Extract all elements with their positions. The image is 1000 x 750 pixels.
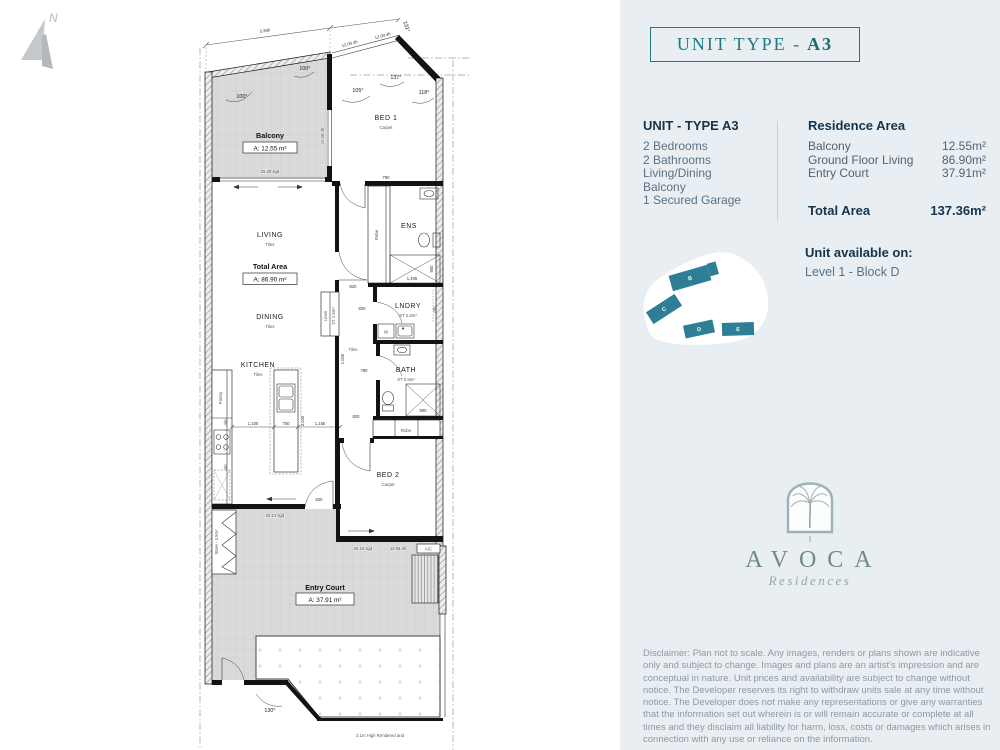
balcony-sgd: 25.30 sgd (260, 169, 280, 174)
svg-text:1,165: 1,165 (314, 421, 326, 426)
ac-unit (412, 555, 438, 603)
unit-summary (643, 118, 773, 208)
bed1-floor: Carpet (379, 125, 393, 130)
svg-text:Pantry: Pantry (218, 391, 223, 405)
column-divider (777, 121, 778, 221)
svg-text:Robe: Robe (400, 428, 412, 433)
svg-text:820: 820 (358, 306, 366, 311)
area-row (808, 140, 986, 154)
svg-text:ST 2.5m²: ST 2.5m² (399, 313, 417, 318)
north-arrow-icon (16, 8, 68, 72)
residence-area-title: Residence Area (808, 118, 906, 133)
area-label: Entry Court (808, 166, 869, 180)
svg-text:750: 750 (282, 421, 290, 426)
svg-text:100°: 100° (299, 66, 311, 72)
svg-text:12.06 dh: 12.06 dh (389, 546, 407, 551)
logo-tagline: Residences (768, 573, 852, 588)
bath-room (353, 344, 444, 420)
svg-text:25.21 sgd: 25.21 sgd (265, 513, 285, 518)
feature-item: Balcony (643, 179, 686, 194)
svg-text:BED 2: BED 2 (376, 472, 400, 479)
svg-text:LNDRY: LNDRY (394, 303, 422, 310)
svg-text:131°: 131° (401, 20, 411, 33)
svg-text:Robe: Robe (374, 229, 379, 241)
svg-text:25.15 sgd: 25.15 sgd (353, 546, 373, 551)
svg-text:ohc: ohc (223, 463, 228, 471)
bed2-room (336, 438, 443, 551)
area-label: Balcony (808, 139, 851, 153)
area-row (808, 154, 986, 168)
floorplan (190, 18, 470, 750)
svg-text:ohc: ohc (223, 418, 228, 426)
unit-type-title: UNIT TYPE - (676, 34, 802, 54)
svg-text:Linen: Linen (323, 310, 328, 322)
block-e (722, 322, 754, 336)
bed1-label: BED 1 (374, 115, 398, 122)
driveway-pad (256, 636, 440, 717)
svg-text:B: B (687, 275, 694, 283)
svg-text:Carpet: Carpet (381, 482, 395, 487)
svg-text:137°: 137° (390, 75, 402, 81)
info-panel (620, 0, 1000, 750)
feature-list (643, 140, 773, 208)
svg-text:1,000: 1,000 (340, 353, 345, 365)
balcony-label: Balcony (256, 131, 284, 140)
svg-text:KITCHEN: KITCHEN (240, 362, 276, 369)
availability-title: Unit available on: (805, 245, 913, 260)
total-area-value: 137.36m² (930, 202, 986, 218)
svg-text:12.09 dh: 12.09 dh (341, 39, 359, 49)
feature-item: 2 Bedrooms (643, 139, 708, 153)
svg-text:LIVING: LIVING (257, 232, 283, 239)
svg-text:900: 900 (429, 265, 434, 273)
unit-type-code: A3 (807, 34, 834, 54)
svg-text:820: 820 (315, 497, 323, 502)
entry-court-area: A: 37.91 m² (308, 597, 342, 604)
svg-text:Tiles: Tiles (265, 242, 275, 247)
svg-text:ST 1.5m²: ST 1.5m² (331, 307, 336, 325)
area-value: 12.55m² (941, 139, 986, 153)
site-map (626, 245, 781, 353)
svg-text:780: 780 (360, 368, 368, 373)
total-area-label: Total Area (808, 202, 871, 218)
total-area-value: A: 86.90 m² (253, 276, 287, 284)
feature-item: 2 Bathrooms (643, 152, 712, 167)
unit-summary-title: UNIT - TYPE A3 (643, 118, 739, 133)
store-closet (212, 510, 236, 574)
laundry-room (359, 287, 444, 344)
svg-text:D: D (696, 326, 702, 334)
svg-text:Tiles: Tiles (265, 324, 275, 329)
residence-area-table (808, 118, 986, 218)
svg-text:105°: 105° (352, 88, 364, 94)
svg-text:E: E (736, 326, 740, 334)
area-value: 37.91m² (941, 166, 986, 180)
feature-item: Living/Dining (643, 166, 712, 180)
svg-text:ohc: ohc (432, 305, 437, 313)
balcony-dh: 12.09 dh (320, 127, 325, 145)
svg-text:C: C (661, 306, 668, 314)
arch-palm-icon (788, 484, 832, 543)
kitchen-room (212, 362, 342, 509)
area-row (808, 167, 986, 181)
svg-text:100°: 100° (236, 94, 248, 100)
svg-text:12.09 dh: 12.09 dh (374, 31, 392, 41)
area-value: 86.90m² (941, 152, 986, 167)
svg-text:130°: 130° (264, 708, 276, 714)
area-label: Ground Floor Living (808, 152, 914, 167)
svg-text:Store - 3.5m²: Store - 3.5m² (214, 529, 219, 555)
hallway (321, 181, 367, 506)
svg-text:DINING: DINING (256, 314, 284, 321)
availability-value: Level 1 - Block D (805, 265, 900, 279)
svg-text:1,405: 1,405 (406, 276, 418, 281)
wall-note: 2.1m High Rendered and (355, 733, 405, 738)
brand-logo (710, 448, 910, 590)
bed2-robe (373, 420, 443, 439)
svg-text:1,100: 1,100 (247, 421, 259, 426)
north-label: N (49, 11, 58, 25)
svg-text:900: 900 (419, 408, 427, 413)
feature-item: 1 Secured Garage (643, 193, 742, 207)
svg-text:BATH: BATH (395, 367, 417, 374)
ensuite-room (368, 186, 443, 287)
logo-wordmark: AVOCA (745, 547, 883, 573)
balcony-area: A: 12.55 m² (253, 145, 287, 153)
svg-text:Tiles: Tiles (253, 372, 263, 377)
svg-text:W: W (383, 329, 389, 335)
dim-3386: 3,386 (259, 27, 271, 34)
svg-text:Total Area: Total Area (252, 262, 288, 271)
svg-text:Entry Court: Entry Court (305, 583, 345, 592)
svg-text:A/C: A/C (424, 546, 433, 552)
svg-text:Tiles: Tiles (348, 347, 358, 352)
svg-text:820: 820 (349, 284, 357, 289)
dim-790: 790 (382, 175, 390, 180)
ens-label: ENS (401, 223, 417, 230)
svg-text:3,000: 3,000 (300, 415, 305, 427)
unit-type-header (650, 27, 860, 62)
svg-text:118°: 118° (418, 90, 430, 96)
svg-text:820: 820 (352, 414, 360, 419)
disclaimer-text: Disclaimer: Plan not to scale. Any images, renders or plans shown are indicative only and subject to change. Images and plans are an artist's impression and are conceptual in nature. Unit prices and availability are subject to change without notice. The Developer reserves its right to withdraw units sale at any time without notice. The Developer does not make any representations or give any warranties that the information set out wherein is or will remain accurate or complete at all times and they disclaim all liability for harm, loss, costs or damages which arises in connection with any use or reliance on the information. (643, 648, 991, 746)
total-area-row (808, 203, 986, 218)
living-room (243, 232, 297, 329)
availability (805, 245, 913, 279)
svg-text:ST 0.5m²: ST 0.5m² (397, 377, 415, 382)
